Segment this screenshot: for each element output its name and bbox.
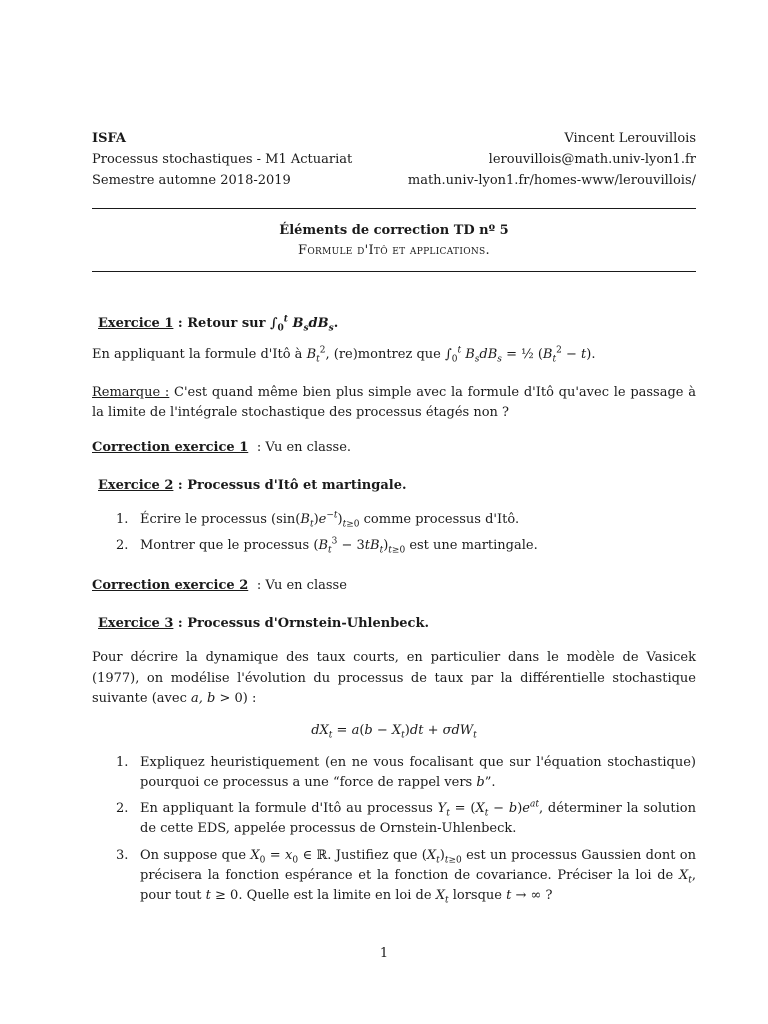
item-text-end: ”.: [484, 775, 496, 791]
list-item: 1. Écrire le processus $(\sin(B_t)e^{-t})_{t\ge 0}$ comme processus d'Itô.: [116, 510, 520, 530]
list-item: 2. Montrer que le processus $(B_t^3 - 3tB_t)_{t\ge 0}$ est une martingale.: [116, 536, 538, 556]
math-integral: $\int_0^t$ $B_sdB_s$: [269, 314, 334, 334]
exercise-2-label: Exercice 2: [98, 477, 174, 493]
exercise-3-intro: [92, 648, 696, 708]
page-number: 1: [379, 946, 389, 961]
statement-text-mid: , (re)montrez que: [325, 347, 445, 363]
math-cubic-process: $(B_t^3 - 3tB_t)_{t\ge 0}$: [313, 536, 406, 556]
document-title: [92, 209, 696, 271]
statement-text: En appliquant la formule d'Itô à: [92, 347, 307, 363]
remark-text: C'est quand même bien plus simple avec la formule d'Itô qu'avec le passage à la limite de l'intégrale stochastique des processus étagés non ?: [92, 385, 696, 421]
item-text: . Quelle est la limite en loi de: [238, 887, 436, 903]
exercise-1-remark: [92, 383, 696, 423]
header-right: [408, 128, 696, 191]
item-text-end: ?: [541, 887, 553, 903]
author-name: Vincent Lerouvillois: [564, 131, 696, 146]
list-item: 2. En appliquant la formule d'Itô au processus $Y_t = (X_t - b)e^{at}$, déterminer la solution de cette EDS, appelée processus de Ornstein-Uhlenbeck.: [116, 799, 696, 837]
exercise-1-heading: Exercice 1 : Retour sur $\int_0^t$ $B_sdB_s$.: [98, 314, 339, 334]
exercise-1-statement: En appliquant la formule d'Itô à $B_t^2$, (re)montrez que $\int_0^t$ $B_sdB_s$ = ½ $(B_t^2 - t)$.: [92, 345, 596, 365]
item-text: , pour tout: [140, 867, 696, 903]
intro-text-end: ) :: [242, 690, 257, 706]
exercise-2-title: : Processus d'Itô et martingale.: [173, 477, 407, 493]
page-header: [92, 128, 696, 194]
header-left: [92, 128, 352, 191]
title-line-1: Éléments de correction TD nº 5: [279, 223, 509, 238]
math-sin-process: $(\sin(B_t)e^{-t})_{t\ge 0}$: [271, 510, 360, 530]
item-text-end: est une martingale.: [405, 537, 538, 553]
exercise-3-list: [92, 753, 696, 906]
course-name: Processus stochastiques - M1 Actuariat: [92, 152, 353, 167]
item-text: lorsque: [448, 887, 507, 903]
correction-1-label: Correction exercice 1: [92, 439, 249, 455]
title-line-2: Formule d'Itô et applications.: [298, 243, 490, 258]
correction-2: [92, 576, 696, 596]
exercise-2-heading: [98, 476, 696, 496]
item-text: Montrer que le processus: [140, 537, 314, 553]
author-website[interactable]: math.univ-lyon1.fr/homes-www/lerouvillois/: [407, 173, 696, 188]
math-params: a, b > 0: [191, 690, 243, 706]
correction-1-text: : Vu en classe.: [252, 439, 352, 455]
bottom-rule: [92, 271, 696, 272]
institution: ISFA: [92, 131, 127, 146]
correction-1: [92, 438, 696, 458]
document-page: [92, 128, 696, 906]
exercise-3-heading: [98, 614, 696, 634]
math-identity: $\int_0^t$ $B_sdB_s$ = ½ $(B_t^2 - t)$: [444, 345, 592, 365]
item-text: En appliquant la formule d'Itô au processus: [140, 801, 438, 817]
exercise-2-list: [92, 510, 696, 556]
correction-2-text: : Vu en classe: [252, 578, 347, 594]
math-yt: $Y_t = (X_t - b)e^{at}$: [437, 799, 539, 819]
item-text: . Justifiez que: [327, 847, 422, 863]
remark-label: Remarque :: [92, 385, 170, 401]
item-text-end: , déterminer la solution de cette EDS, appelée processus de Ornstein-Uhlenbeck.: [140, 801, 696, 837]
item-text-end: comme processus d'Itô.: [359, 511, 520, 527]
item-text: On suppose que: [140, 847, 251, 863]
list-item: 3. On suppose que $X_0 = x_0$ ∈ ℝ. Justifiez que $(X_t)_{t\ge 0}$ est un processus Gaussien dont on précisera la fonction espérance et la fonction de covariance. Préciser la loi de $X_t$, pour tout t ≥ 0. Quelle est la limite en loi de $X_t$ lorsque t → ∞ ?: [116, 847, 696, 906]
author-email[interactable]: lerouvillois@math.univ-lyon1.fr: [488, 152, 696, 167]
semester: Semestre automne 2018-2019: [92, 173, 291, 188]
list-item: 1. Expliquez heuristiquement (en ne vous focalisant que sur l'équation stochastique) pourquoi ce processus a une “force de rappel vers b”.: [116, 754, 696, 791]
exercise-1-label: Exercice 1: [98, 316, 174, 331]
correction-2-label: Correction exercice 2: [92, 578, 249, 594]
exercise-1-title: : Retour sur: [173, 316, 270, 331]
exercise-3-title: : Processus d'Ornstein-Uhlenbeck.: [173, 616, 430, 632]
item-text: Écrire le processus: [140, 511, 272, 527]
exercise-3-label: Exercice 3: [98, 616, 174, 632]
item-text: est un processus Gaussien dont on précisera la fonction espérance et la fonction de covariance. Préciser la loi de: [140, 847, 696, 883]
intro-text: Pour décrire la dynamique des taux courts, en particulier dans le modèle de Vasicek (1977), on modélise l'évolution du processus de taux par la différentielle stochastique suivante (avec: [92, 650, 696, 706]
math-bt2: $B_t^2$: [306, 345, 326, 365]
item-text: Expliquez heuristiquement (en ne vous focalisant que sur l'équation stochastique) pourquoi ce processus a une “force de rappel vers: [140, 754, 696, 791]
sde-equation: $dX_t = a(b - X_t)dt + \sigma dW_t$: [311, 722, 477, 741]
